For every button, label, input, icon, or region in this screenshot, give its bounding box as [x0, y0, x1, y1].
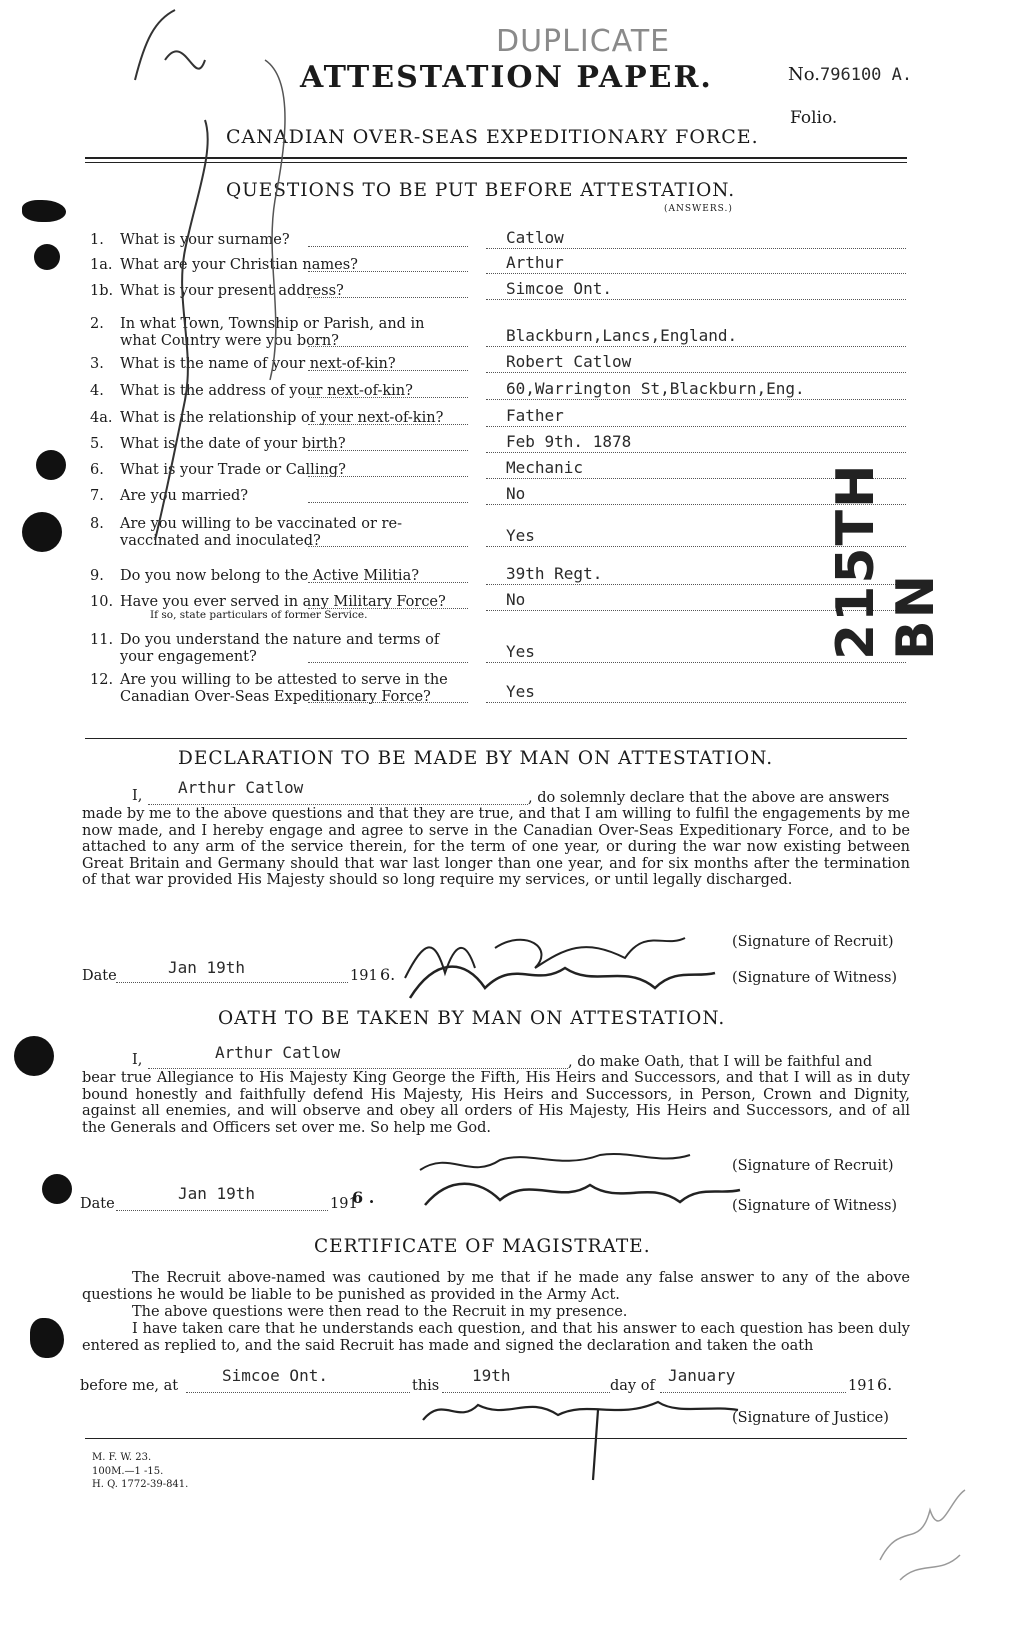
- answer-line: [486, 399, 906, 400]
- declaration-sig-recruit-label: (Signature of Recruit): [732, 934, 894, 950]
- certificate-year-suffix: 6.: [877, 1375, 893, 1394]
- certificate-sig-justice-label: (Signature of Justice): [732, 1410, 889, 1426]
- question-number: 1b.: [90, 283, 114, 299]
- question-text: Do you understand the nature and terms of: [120, 632, 440, 648]
- punch-hole: [34, 244, 60, 270]
- question-row: [90, 672, 448, 688]
- question-leader-dots: [308, 582, 468, 583]
- oath-name-line: [148, 1068, 568, 1069]
- answer-value: 39th Regt.: [506, 564, 603, 583]
- declaration-year-suffix: 6.: [380, 965, 396, 984]
- oath-date-label: Date: [80, 1196, 115, 1212]
- answer-value: No: [506, 484, 526, 503]
- battalion-stamp: 215TH BN: [826, 462, 946, 660]
- oath-name: Arthur Catlow: [215, 1043, 341, 1062]
- question-number: 5.: [90, 436, 104, 452]
- question-text: What are your Christian names?: [120, 257, 358, 273]
- ink-blot: [30, 1318, 64, 1358]
- question-text: In what Town, Township or Parish, and in: [120, 316, 425, 332]
- answer-value: Simcoe Ont.: [506, 279, 612, 298]
- answers-label: (ANSWERS.): [664, 204, 733, 214]
- certificate-this-label: this: [412, 1378, 440, 1394]
- certificate-day-of-label: day of: [610, 1378, 655, 1394]
- answer-value: No: [506, 590, 526, 609]
- question-number: 11.: [90, 632, 114, 648]
- question-number: 12.: [90, 672, 114, 688]
- declaration-heading: DECLARATION TO BE MADE BY MAN ON ATTESTATION.: [178, 748, 774, 769]
- question-number: 3.: [90, 356, 104, 372]
- answer-value: Yes: [506, 682, 535, 701]
- answer-line: [486, 273, 906, 274]
- oath-text-line1: , do make Oath, that I will be faithful and: [568, 1054, 873, 1070]
- certificate-place-line: [186, 1392, 410, 1393]
- oath-heading: OATH TO BE TAKEN BY MAN ON ATTESTATION.: [218, 1008, 726, 1029]
- document-title: ATTESTATION PAPER.: [300, 60, 713, 95]
- question-text: Are you willing to be attested to serve in the: [120, 672, 448, 688]
- section-rule: [85, 738, 907, 739]
- question-leader-dots: [308, 702, 468, 703]
- certificate-p3: I have taken care that he understands each question, and that his answer to each question has been duly entered as replied to, and the said Recruit has made and signed the declaration and taken the oath: [82, 1321, 910, 1354]
- declaration-body: made by me to the above questions and that they are true, and that I am willing to fulfil the engagements by me now made, and I hereby engage and agree to serve in the Canadian Over-Seas Expeditionary Force, and to be attached to any arm of the service therein, for the term of one year, or during the war now existing between Great Britain and Germany should that war last longer than one year, and for six months after the termination of that war provided His Majesty should so long require my services, or until legally discharged.: [82, 806, 910, 888]
- question-leader-dots: [308, 608, 468, 609]
- certificate-month: January: [668, 1366, 736, 1385]
- question-number: 7.: [90, 488, 104, 504]
- declaration-sig-witness-label: (Signature of Witness): [732, 970, 898, 986]
- question-number: 8.: [90, 516, 104, 532]
- number-value: 796100 A.: [820, 65, 913, 85]
- punch-hole: [14, 1036, 54, 1076]
- questions-heading: QUESTIONS TO BE PUT BEFORE ATTESTATION.: [226, 180, 736, 201]
- question-leader-dots: [308, 662, 468, 663]
- certificate-before-label: before me, at: [80, 1378, 179, 1394]
- question-number: 6.: [90, 462, 104, 478]
- answer-line: [486, 372, 906, 373]
- oath-year-prefix: 191: [330, 1196, 358, 1212]
- question-number: 1.: [90, 232, 104, 248]
- answer-value: Catlow: [506, 228, 564, 247]
- certificate-p1: The Recruit above-named was cautioned by me that if he made any false answer to any of the above questions he would be liable to be punished as provided in the Army Act.: [82, 1270, 910, 1303]
- declaration-text-line1: , do solemnly declare that the above are answers: [528, 790, 890, 806]
- certificate-heading: CERTIFICATE OF MAGISTRATE.: [314, 1236, 651, 1257]
- punch-hole: [42, 1174, 72, 1204]
- answer-value: Robert Catlow: [506, 352, 632, 371]
- declaration-date-label: Date: [82, 968, 117, 984]
- question-number: 9.: [90, 568, 104, 584]
- footer-line2: 100M.—1 -15.: [92, 1466, 164, 1477]
- oath-lead: I,: [132, 1052, 143, 1068]
- question-text-continued: vaccinated and inoculated?: [120, 533, 321, 549]
- oath-date-value: Jan 19th: [178, 1184, 256, 1203]
- declaration-name-line: [148, 804, 528, 805]
- question-text-continued: your engagement?: [120, 649, 257, 665]
- oath-body: bear true Allegiance to His Majesty King George the Fifth, His Heirs and Successors, and that I will as in duty bound honestly and faithfully defend His Majesty, His Heirs and Successors, in Person, Crown and Dignity, against all enemies, and will observe and obey all orders of His Majesty, His Heirs and Successors, and of all the Generals and Officers set over me. So help me God.: [82, 1070, 910, 1136]
- oath-sig-recruit-label: (Signature of Recruit): [732, 1158, 894, 1174]
- oath-sig-witness-label: (Signature of Witness): [732, 1198, 898, 1214]
- ink-blot: [22, 200, 66, 222]
- answer-line: [486, 299, 906, 300]
- question-number: 10.: [90, 594, 114, 610]
- question-number: 4.: [90, 383, 104, 399]
- declaration-lead: I,: [132, 788, 143, 804]
- question-text: Are you married?: [120, 488, 248, 504]
- oath-date-line: [116, 1210, 328, 1211]
- footer-line1: M. F. W. 23.: [92, 1452, 152, 1463]
- folio-label: Folio.: [790, 108, 838, 128]
- declaration-year-prefix: 191: [350, 968, 378, 984]
- question-text: What is your surname?: [120, 232, 290, 248]
- answer-value: Yes: [506, 526, 535, 545]
- certificate-year-prefix: 191: [848, 1378, 876, 1394]
- declaration-date-value: Jan 19th: [168, 958, 246, 977]
- certificate-p2: The above questions were then read to the Recruit in my presence.: [132, 1304, 628, 1320]
- duplicate-stamp: DUPLICATE: [496, 24, 671, 59]
- declaration-signatures: [395, 918, 745, 1008]
- answer-line: [486, 452, 906, 453]
- margin-annotations: [125, 0, 375, 560]
- answer-line: [486, 702, 906, 703]
- question-text: What is your present address?: [120, 283, 344, 299]
- answer-value: Yes: [506, 642, 535, 661]
- answer-line: [486, 248, 906, 249]
- question-text: What is your Trade or Calling?: [120, 462, 346, 478]
- justice-signature: [418, 1390, 748, 1485]
- oath-year-suffix: 6 .: [352, 1188, 375, 1207]
- question-text: What is the name of your next-of-kin?: [120, 356, 396, 372]
- answer-value: Father: [506, 406, 564, 425]
- answer-line: [486, 346, 906, 347]
- declaration-date-line: [116, 982, 348, 983]
- answer-value: Arthur: [506, 253, 564, 272]
- punch-hole: [36, 450, 66, 480]
- question-text-continued: Canadian Over-Seas Expeditionary Force?: [120, 689, 431, 705]
- number-label: No.: [788, 64, 820, 85]
- footer-line3: H. Q. 1772-39-841.: [92, 1479, 189, 1490]
- answer-value: Blackburn,Lancs,England.: [506, 326, 738, 345]
- question-number: 2.: [90, 316, 104, 332]
- answer-line: [486, 426, 906, 427]
- margin-initials: [870, 1480, 980, 1590]
- question-text-continued: what Country were you born?: [120, 333, 339, 349]
- question-text-continued: If so, state particulars of former Service.: [150, 609, 368, 621]
- answer-value: Mechanic: [506, 458, 584, 477]
- question-number: 4a.: [90, 410, 113, 426]
- answer-line: [486, 662, 906, 663]
- question-number: 1a.: [90, 257, 113, 273]
- question-text: What is the relationship of your next-of-kin?: [120, 410, 444, 426]
- certificate-day: 19th: [472, 1366, 511, 1385]
- question-text: Are you willing to be vaccinated or re-: [120, 516, 402, 532]
- punch-hole: [22, 512, 62, 552]
- question-text: What is the date of your birth?: [120, 436, 346, 452]
- certificate-place: Simcoe Ont.: [222, 1366, 328, 1385]
- declaration-name: Arthur Catlow: [178, 778, 304, 797]
- question-row: [90, 632, 439, 648]
- regimental-number: [788, 64, 912, 85]
- answer-value: Feb 9th. 1878: [506, 432, 632, 451]
- question-text: Do you now belong to the Active Militia?: [120, 568, 419, 584]
- answer-value: 60,Warrington St,Blackburn,Eng.: [506, 379, 805, 398]
- force-subtitle: CANADIAN OVER-SEAS EXPEDITIONARY FORCE.: [226, 126, 759, 148]
- question-text: Have you ever served in any Military Force?: [120, 594, 446, 610]
- oath-signatures: [410, 1140, 750, 1220]
- question-text: What is the address of your next-of-kin?: [120, 383, 413, 399]
